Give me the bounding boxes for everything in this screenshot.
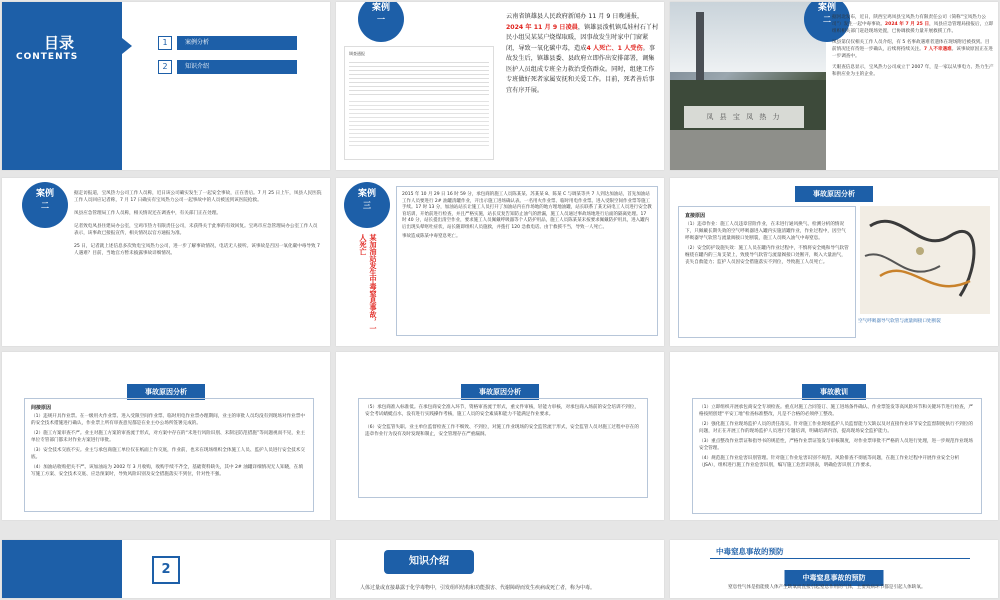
case-badge — [22, 182, 68, 228]
photo-ground — [670, 130, 826, 170]
direct-cause-frame — [678, 206, 856, 338]
case-three-frame — [396, 186, 658, 336]
news-document — [344, 46, 494, 160]
case-three-footer: 事故造成陈某中毒窒息死亡。 — [402, 233, 461, 239]
case-badge-number: 一 — [377, 15, 385, 24]
title-divider — [710, 558, 970, 559]
slide-prevention[interactable] — [670, 540, 998, 598]
contents-title: 目录 — [44, 34, 75, 52]
factory-photo — [670, 2, 826, 170]
section-bar: 事故原因分析 — [795, 186, 873, 202]
case-two-para-2: 凤县第仅仅相关工作人员介绍，有 5 名事故遇难者遗体在现场附近被找到。目前情况还有待进一步确认，后续将持续关注。 — [832, 40, 990, 52]
case-badge-number: 三 — [363, 201, 371, 210]
case-two-detail-para: 据走访报道，宝凤热力公司工作人员称，近日该公司确实发生了一起安全事故，正在善后。7 月 25 日上午，凤县人民医院工作人员回应记者称，7 月 17 日确实有宝凤热力公司一起事故中的人员被送到该医院抢救。 — [74, 191, 322, 203]
lesson-item: （1）立即组织开展承包商安全专项检查。重点对施工合同签订、施工进场条件确认、作业票签发等高风险环节和关键环节进行检查，严格按照创建“平安工地”检查标准整改，凡是不合格的必须停工整改。 — [699, 405, 973, 417]
case-one-date: 2024 年 11 月 9 日凌晨 — [506, 23, 578, 31]
doc-lines-top — [349, 59, 489, 95]
section-bar: 事故原因分析 — [461, 384, 539, 400]
slide-contents[interactable] — [2, 2, 330, 170]
case-three-headline: 某加油站发生中毒窒息事故，一人死亡 — [359, 234, 377, 332]
indirect-cause-frame — [24, 398, 314, 512]
section-bar: 中毒窒息事故的预防 — [785, 570, 884, 586]
case-one-text-part: 。事故发生后，镇雄县委、县政府立即作出安排部署，调集医护人员组成专班全力救治受伤群众。同时，组建工作专班做好死者家属安抚和关爱工作。目前，死者善后事宜有序开展。 — [506, 44, 656, 94]
indirect-cause-item: （2）施工方案审查不严。业主对施工方案的审查流于形式，对方案中存在的“未进行风险识别、未制定防范措施”等问题视而不见，业主单位专管部门都未对作业方案进行审批。 — [31, 431, 306, 443]
contents-panel — [2, 2, 122, 170]
case-two-casualties: 7 人不幸遇难 — [923, 47, 952, 52]
lesson-item: （2）强化施工作业现场监护人员的责任落实。针对施工作业现场监护人员监督能力欠缺以及对直接作业环节安全监督制度执行不到位的问题，对正在开展工作的现场监护人员进行专题培训，明确培训内容，提高现场安全监护能力。 — [699, 422, 973, 434]
case-two-detail-para: 凤县应急管理局工作人员称，相关情况还在调查中，有关部门正在处理。 — [74, 211, 222, 216]
slide-case-two-photo[interactable] — [670, 2, 998, 170]
case-badge-number: 二 — [823, 15, 831, 24]
knowledge-text: 人体过量或直接暴露于化学毒物中，引发组织结构和功能损害、代谢障碍而发生疾病或死亡者，称为中毒。 — [360, 585, 596, 591]
case-one-text-part: ，镇雄县泼机镇瓜娃村石丫村民小组吴某某户烧煤取暖，因事故发生时家中门窗紧闭，导致一氧化碳中毒，造成 — [506, 23, 659, 52]
case-badge-label: 案例 — [35, 189, 54, 199]
section-bar: 事故教训 — [802, 384, 866, 400]
hose-photo — [860, 206, 990, 314]
slide-case-two-text[interactable] — [2, 178, 330, 346]
lesson-item: （4）规范施工作业危害识别管理。针对施工作业危害识别不规范、风险排查不彻底等问题，在施工作业过程中开展作业安全分析（JSA），组织进行施工作业危害识别，编写施工危害识别表，明确危害识别工作要求。 — [699, 456, 960, 468]
slide-direct-cause[interactable] — [670, 178, 998, 346]
case-one-casualties: 4 人死亡、1 人受伤 — [586, 44, 643, 52]
photo-sky — [670, 2, 826, 72]
direct-cause-item: （2）安全防护设施失效：施工人员在罐内作业过程中，不慎将安全绳和导气软管缠绕在罐内的三角支架上，致使导气软管与流量阀接口处断开，吸入大量油气，丧失自救能力；监护人员因安全措施落实不到位，导致施工人员死亡。 — [685, 246, 849, 265]
case-two-para-2-end: 。该事故原因正在进一步调查中。 — [832, 47, 994, 59]
case-badge — [358, 2, 404, 42]
case-two-date: 2024 年 7 月 25 日 — [884, 22, 930, 27]
slide-indirect-cause[interactable] — [2, 352, 330, 520]
contents-item-2-num: 2 — [158, 60, 172, 74]
hose-illustration — [860, 206, 990, 314]
factory-sign: 凤 县 宝 凤 热 力 — [684, 106, 804, 128]
slide-section-two[interactable] — [2, 540, 330, 598]
case-badge — [344, 182, 390, 228]
case-two-detail-para: 记者致电凤县住建局办公室，宝鸡市热力有限责任公司，未获得关于此事的有效回复。宝鸡市应急管理局办公室工作人员表示，该事故已接报宣传，相关情况以官方通报为准。 — [74, 224, 318, 236]
case-two-detail-para: 25 日，记者就上述信息多次致电宝凤热力公司，进一步了解事故情况，电话无人接听。该事故是否因一氧化碳中毒导致 7 人遇难？目前，当地官方暂未披露事故详细情况。 — [74, 244, 320, 256]
slide-case-three[interactable] — [336, 178, 664, 346]
cause-item: （6）安全监管失职。业主单位监督检查工作不细致、不到位，对施工作业现场的安全监管流于形式，安全监管人员对施工过程中存在的违章作业行为没有及时发现和制止，安全管理存在严重漏洞。 — [365, 425, 639, 437]
slide-case-one[interactable] — [336, 2, 664, 170]
slide-cause-continued[interactable] — [336, 352, 664, 520]
arrow-right-icon — [122, 38, 132, 54]
indirect-cause-item: （3）安全技术交底不实。业主与承包商施工单位仅在纸面上作交底，作业前，也未在现场组织全体施工人员、监护人员进行安全技术交底。 — [31, 448, 305, 460]
case-badge-label: 案例 — [357, 189, 376, 199]
lesson-item: （3）重点整改作业票证和指导书的规范性，严格作业票证签发与审核制度，对作业票审批不严格的人员进行处理，进一步规范作业现场安全管理。 — [699, 439, 973, 451]
case-two-text — [832, 14, 994, 78]
direct-cause-heading: 直接原因 — [685, 213, 706, 219]
slide-lessons[interactable] — [670, 352, 998, 520]
section-bar: 事故原因分析 — [127, 384, 205, 400]
contents-item-1-num: 1 — [158, 36, 172, 50]
case-two-para-1: 据河北发布，近日，陕西宝鸡凤县宝凤热力有限责任公司（简称“宝凤热力公司”）发生一起中毒事故。 — [832, 15, 986, 27]
case-badge-number: 二 — [41, 201, 49, 210]
hose-caption: 空气呼吸器导气软管与流量阀接口处断裂 — [858, 319, 941, 324]
indirect-cause-item: （4）加油站收购把关不严。该加油站为 2002 年 3 月收购，收购手续不齐全，基础资料缺失，其中 2# 油罐详细情况无人知晓，在填写施工方案、安全技术交底、应急预案时，导致风险识别及安全措施落实不到位，针对性不强。 — [31, 465, 303, 477]
case-three-body: 2015 年 10 月 29 日 16 时 59 分，承包商的施工人员陈某某、苏某某 8、陈某 C 与调某等共 7 人到达加油站，首先加油站工作人员要进行 2# 油罐清罐作业，开出示施工进场确认表。一名用火作业票、临时用电作业票。进入受限空间作业票等施工手续。17 时 13 分，加油站站长让施工人员打开了加油站内在作场地的地方埋地油罐，站长联系了某无码电工人员进行安全教育培训，开始前进行检查，并且严格实施，站长反复告知防止油气的泄漏，施工人员通过事故场地进行后面的隔离处理。17 时 40 分，站长提出清空作业，要求施工人员佩戴呼吸器等个人防护用品，施工人员陈某某未按要求佩戴防护用具，进入罐内后出现头晕呕吐症状，站长随即组织人员施救，并拨打 120 急救电话。由于救援不当，导致一人死亡。 — [402, 192, 652, 230]
chimney-shape — [696, 12, 704, 82]
cause-continued-frame — [358, 398, 648, 498]
slide-knowledge-intro[interactable] — [336, 540, 664, 598]
case-one-text — [506, 12, 660, 96]
case-badge-label: 案例 — [817, 3, 836, 13]
case-two-details — [74, 190, 322, 257]
case-two-para-3: 天眼查信息显示，宝凤热力公司成立于 2007 年，是一家以从事电力、热力生产和供应业为主的企业。 — [832, 65, 994, 77]
prevention-title: 中毒窒息事故的预防 — [716, 547, 784, 556]
case-badge-label: 案例 — [371, 3, 390, 13]
section-number: 2 — [152, 556, 180, 584]
contents-subtitle: CONTENTS — [16, 52, 79, 62]
knowledge-banner: 知识介绍 — [384, 550, 474, 574]
doc-title: 调查通报 — [349, 51, 365, 56]
indirect-cause-item: （1）违规开具作业票。在一级用火作业票、进入受限空间作业票、临时用电作业票办理期间，业主的审批人员均没有到现场对作业票中的安全技术措施进行确认，作业票上所有审查意见都是在业主办公场所签署完成的。 — [31, 414, 305, 426]
contents-item-2[interactable]: 知识介绍 — [177, 60, 297, 74]
prevention-text: 窒息性气体是指能使人体产生缺氧而直接引起窒息作用的气体，主要致病环节都是引起人体缺氧。 — [728, 585, 926, 590]
indirect-cause-heading: 间接原因 — [31, 405, 52, 411]
doc-lines-bottom — [349, 98, 489, 146]
lessons-frame — [692, 398, 982, 514]
case-two-para-1-end: ，凤县应急管理局接报后，立即组织相关部门赶赴现场处置，已协调救援力量开展救援工作。 — [832, 22, 994, 34]
direct-cause-item: （1）违章作业：施工人员违章冒险作业，在未进行通风换气、检测分析的情况下，只佩戴长期失效的空气呼吸器进入罐内实施清罐作业，作业过程中，因空气呼吸器导气软管与流量阀接口处断裂，施工人员吸入油气中毒窒息。 — [685, 222, 846, 241]
section-panel — [2, 540, 122, 598]
case-one-text-part: 云南省镇雄县人民政府新闻办 11 月 9 日晚通报， — [506, 13, 644, 20]
contents-item-1[interactable]: 案例分析 — [177, 36, 297, 50]
cause-item: （5）承包商准入标准低。在承包商安全准入环节，资格审查流于形式，重文件审核，轻能力审核，对承包商入场前的安全培训不到位，安全考试蜻蜓点水，没有进行实践操作考核，施工人员的安全素质和能力不能满足作业要求。 — [365, 405, 639, 417]
